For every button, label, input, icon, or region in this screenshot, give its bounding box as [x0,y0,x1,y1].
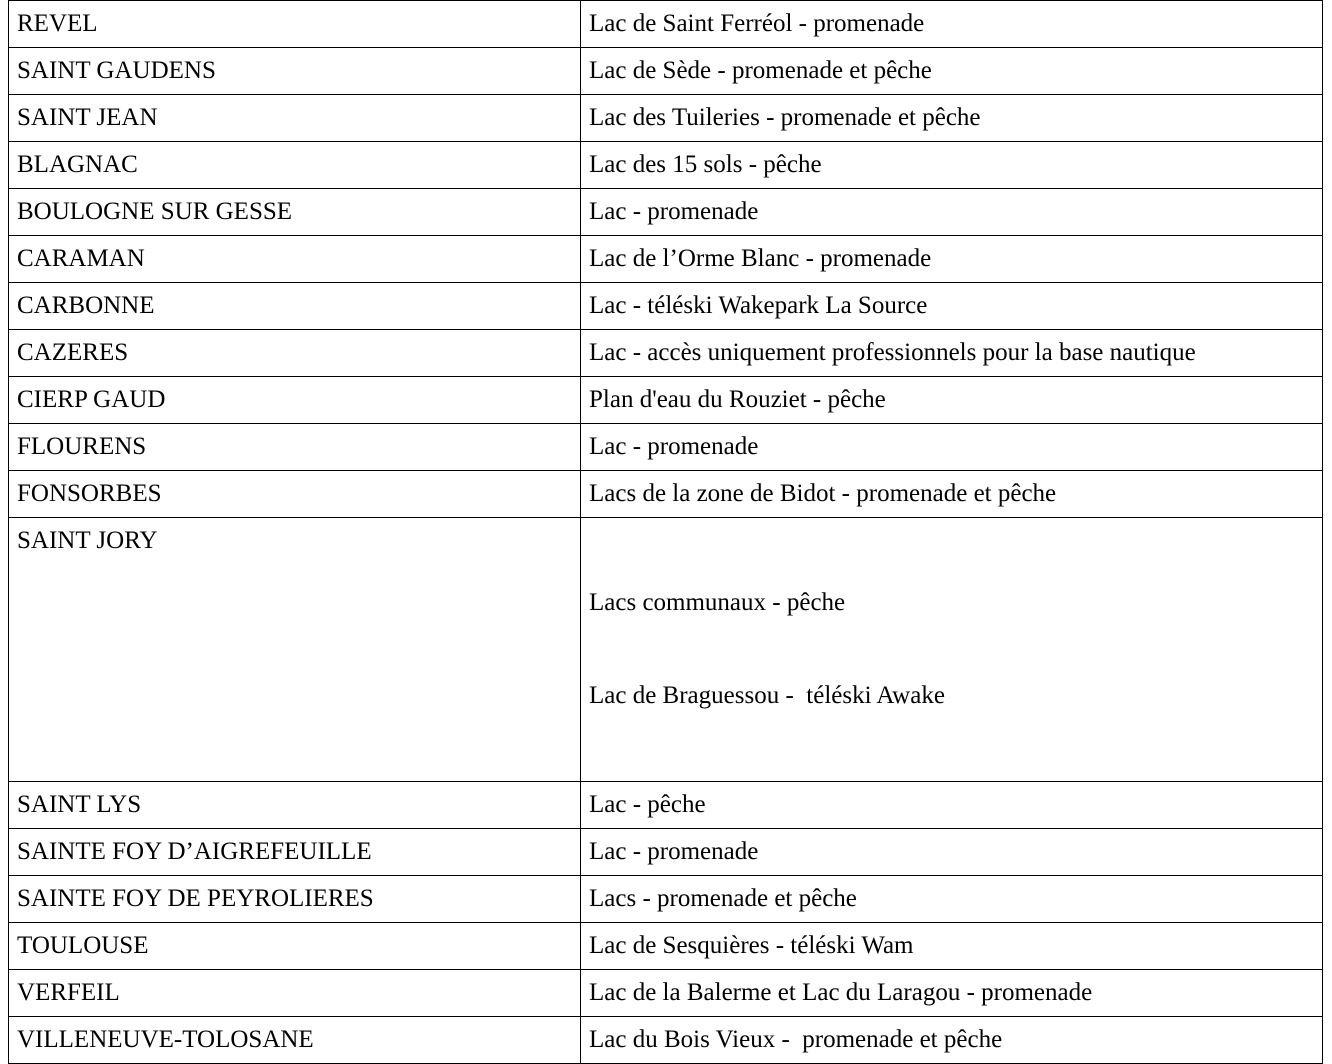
commune-cell [9,95,581,142]
table-row [9,970,1323,1017]
table-row [9,923,1323,970]
commune-name: VILLENEUVE-TOLOSANE [17,1026,314,1053]
commune-name: CIERP GAUD [17,386,166,413]
lake-cell [581,923,1323,970]
commune-cell [9,970,581,1017]
lake-cell [581,48,1323,95]
commune-cell [9,782,581,829]
lake-cell [581,95,1323,142]
lake-cell [581,876,1323,923]
lake-cell [581,518,1323,782]
table-row [9,236,1323,283]
lake-description: Lac des Tuileries - promenade et pêche [589,104,981,131]
commune-name: REVEL [17,10,98,37]
lake-cell [581,330,1323,377]
commune-cell [9,923,581,970]
lake-description: Lac - promenade [589,433,759,460]
lake-description: Lac de Sesquières - téléski Wam [589,932,914,959]
lake-description: Lacs - promenade et pêche [589,885,857,912]
lakes-table [8,0,1323,1064]
table-row [9,330,1323,377]
lake-description: Lac de Saint Ferréol - promenade [589,10,925,37]
table-row [9,518,1323,782]
lake-description: Lac du Bois Vieux - promenade et pêche [589,1026,1003,1053]
commune-name: SAINT JEAN [17,104,158,131]
commune-name: FONSORBES [17,480,162,507]
lake-description: Lac des 15 sols - pêche [589,151,822,178]
table-row [9,876,1323,923]
commune-name: SAINT JORY [17,527,158,554]
commune-cell [9,142,581,189]
commune-cell [9,471,581,518]
commune-name: SAINT GAUDENS [17,57,216,84]
commune-cell [9,424,581,471]
lake-description: Lac de la Balerme et Lac du Laragou - promenade [589,979,1093,1006]
table-row [9,471,1323,518]
commune-cell [9,1,581,48]
lake-cell [581,1017,1323,1064]
lake-description: Lac de Sède - promenade et pêche [589,57,932,84]
commune-cell [9,377,581,424]
commune-cell [9,236,581,283]
lake-description: Lac - téléski Wakepark La Source [589,292,928,319]
commune-cell [9,1017,581,1064]
commune-cell [9,283,581,330]
lake-cell [581,829,1323,876]
commune-cell [9,48,581,95]
lake-cell [581,782,1323,829]
commune-name: VERFEIL [17,979,120,1006]
lake-description: Lac - promenade [589,838,759,865]
table-row [9,189,1323,236]
lake-description: Lac de l’Orme Blanc - promenade [589,245,932,272]
lake-description: Lac de Braguessou - téléski Awake [589,682,945,709]
lake-cell [581,471,1323,518]
commune-cell [9,518,581,782]
commune-name: SAINT LYS [17,791,142,818]
lake-cell [581,970,1323,1017]
commune-cell [9,330,581,377]
commune-cell [9,189,581,236]
table-row [9,1017,1323,1064]
lake-description: Lac - accès uniquement professionnels pour la base nautique [589,339,1196,366]
commune-name: BOULOGNE SUR GESSE [17,198,293,225]
lake-description: Plan d'eau du Rouziet - pêche [589,386,886,413]
table-row [9,283,1323,330]
lake-description: Lac - promenade [589,198,759,225]
commune-name: CARAMAN [17,245,145,272]
table-row [9,48,1323,95]
commune-cell [9,829,581,876]
commune-name: SAINTE FOY D’AIGREFEUILLE [17,838,372,865]
table-row [9,782,1323,829]
lake-cell [581,377,1323,424]
commune-name: BLAGNAC [17,151,138,178]
commune-cell [9,876,581,923]
lake-cell [581,236,1323,283]
commune-name: CAZERES [17,339,129,366]
lake-cell [581,424,1323,471]
commune-name: TOULOUSE [17,932,149,959]
commune-name: FLOURENS [17,433,147,460]
table-row [9,377,1323,424]
table-row [9,1,1323,48]
table-row [9,829,1323,876]
lake-description: Lacs de la zone de Bidot - promenade et pêche [589,480,1057,507]
lake-cell [581,283,1323,330]
table-row [9,424,1323,471]
lake-description: Lac - pêche [589,791,706,818]
lake-cell [581,1,1323,48]
lake-description: Lacs communaux - pêche [589,589,846,616]
lake-cell [581,189,1323,236]
commune-name: SAINTE FOY DE PEYROLIERES [17,885,374,912]
table-row [9,95,1323,142]
table-row [9,142,1323,189]
commune-name: CARBONNE [17,292,155,319]
lake-cell [581,142,1323,189]
